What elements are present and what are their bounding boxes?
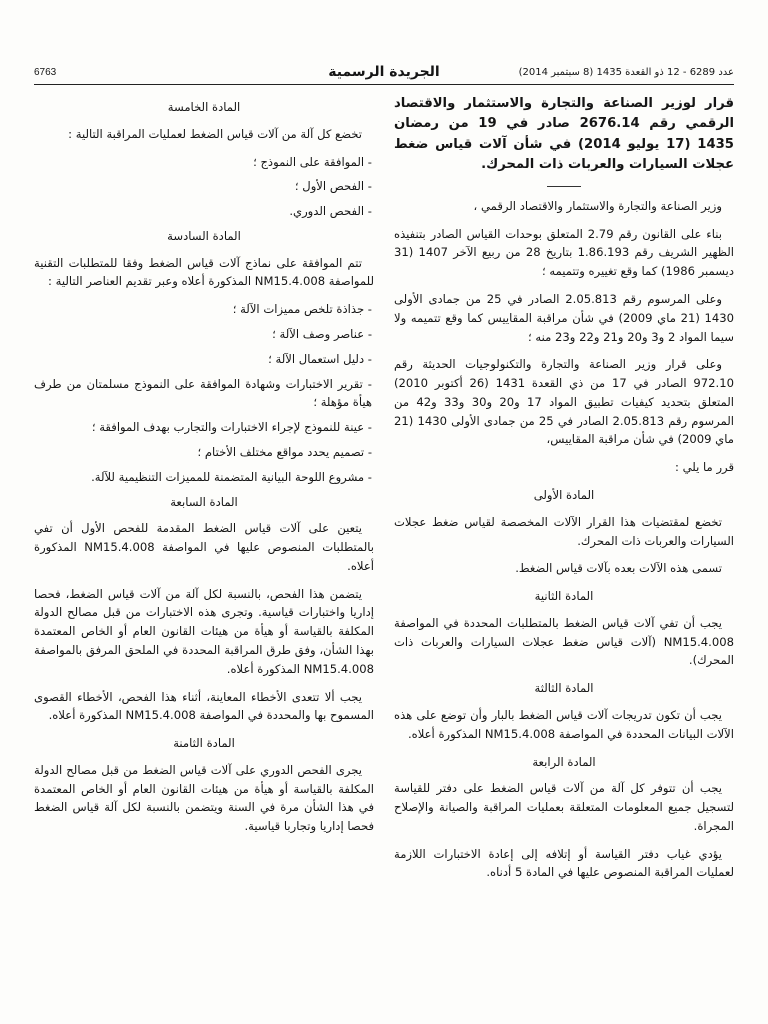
- article-4-paragraph: يؤدي غياب دفتر القياسة أو إتلافه إلى إعادة الاختبارات اللازمة لعمليات المراقبة المنصوص عليها في المادة 5 أدناه.: [394, 846, 734, 880]
- separator-line: [547, 186, 581, 187]
- minister-line: وزير الصناعة والتجارة والاستثمار والاقتصاد الرقمي ،: [473, 198, 722, 213]
- list-item: - عناصر وصف الآلة ؛: [272, 327, 372, 342]
- article-6-paragraph: تتم الموافقة على نماذج آلات قياس الضغط وفقا للمتطلبات التقنية للمواصفة NM15.4.008 المذكورة أعلاه وعبر تقديم العناصر التالية :: [34, 255, 374, 289]
- article-1-paragraph: تخضع لمقتضيات هذا القرار الآلات المخصصة لقياس ضغط عجلات السيارات والعربات ذات المحرك.: [394, 514, 734, 548]
- article-7-paragraph: يتضمن هذا الفحص، بالنسبة لكل آلة من آلات قياس الضغط، فحصا إداريا واختبارات قياسية. وتجرى هذه الاختبارات من قبل مصالح الدولة المكلفة بالقياسة أو هيأة من هيئات القانون العام أو الخاص المعتمدة بهذا الشأن، وفق طرق المراقبة المحددة في الملحق المرفق بالمواصفة NM15.4.008 المذكورة أعلاه.: [34, 586, 374, 676]
- left-column: [34, 94, 374, 845]
- list-item: - الفحص الأول ؛: [294, 179, 372, 194]
- article-6-title: المادة السادسة: [167, 228, 241, 243]
- article-1-paragraph: تسمى هذه الآلات بعده بآلات قياس الضغط.: [515, 561, 722, 576]
- article-4-title: المادة الرابعة: [532, 754, 596, 769]
- decides-line: قرر ما يلي :: [675, 460, 734, 475]
- article-7-title: المادة السابعة: [170, 494, 238, 509]
- list-item: - مشروع اللوحة البيانية المتضمنة للمميزات التنظيمية للآلة.: [91, 469, 372, 484]
- article-8-title: المادة الثامنة: [173, 736, 235, 751]
- preamble-order: وعلى قرار وزير الصناعة والتجارة والتكنولوجيات الحديثة رقم 972.10 الصادر في 17 من ذي القعدة 1431 (26 أكتوبر 2010) المتعلق بتحديد كيفيات تطبيق المواد 17 و20 و30 و33 و42 من المرسوم رقم 2.05.813 الصادر في 25 من جمادى الأولى 1430 (21 ماي 2009) في شأن مراقبة المقاييس،: [394, 357, 734, 447]
- list-item: - تصميم يحدد مواقع مختلف الأختام ؛: [197, 444, 372, 459]
- right-column: [394, 94, 734, 891]
- article-3-title: المادة الثالثة: [534, 681, 594, 696]
- article-5-paragraph: تخضع كل آلة من آلات قياس الضغط لعمليات المراقبة التالية :: [68, 126, 362, 141]
- list-item: - جذاذة تلخص مميزات الآلة ؛: [232, 302, 372, 317]
- article-7-paragraph: يجب ألا تتعدى الأخطاء المعاينة، أثناء هذا الفحص، الأخطاء القصوى المسموح بها والمحددة في المواصفة NM15.4.008 المذكورة أعلاه.: [34, 689, 374, 723]
- article-3-paragraph: يجب أن تكون تدريجات آلات قياس الضغط بالبار وأن توضع على هذه الآلات البيانات المحددة في المواصفة NM15.4.008 المذكورة أعلاه.: [394, 708, 734, 741]
- article-2-paragraph: يجب أن تفي آلات قياس الضغط بالمتطلبات المحددة في المواصفة NM15.4.008 (آلات قياس ضغط عجلات السيارات والعربات ذات المحرك).: [394, 615, 734, 668]
- article-2-title: المادة الثانية: [534, 589, 594, 604]
- list-item: - الموافقة على النموذج ؛: [253, 154, 372, 169]
- article-7-paragraph: يتعين على آلات قياس الضغط المقدمة للفحص الأول أن تفي بالمتطلبات المنصوص عليها في المواصفة NM15.4.008 المذكورة أعلاه.: [34, 521, 374, 573]
- preamble-law: بناء على القانون رقم 2.79 المتعلق بوحدات القياس الصادر بتنفيذه الظهير الشريف رقم 1.86.193 بتاريخ 28 من ربيع الآخر 1407 (31 ديسمبر 1986) كما وقع تغييره وتتميمه ؛: [394, 226, 735, 279]
- list-item: - الفحص الدوري.: [289, 204, 372, 219]
- article-4-paragraph: يجب أن تتوفر كل آلة من آلات قياس الضغط على دفتر للقياسة لتسجيل جميع المعلومات المتعلقة بعمليات المراقبة والصيانة والإصلاح المجراة.: [394, 781, 734, 833]
- page-header: [34, 64, 734, 85]
- preamble-decree: وعلى المرسوم رقم 2.05.813 الصادر في 25 من جمادى الأولى 1430 (21 ماي 2009) في شأن مراقبة المقاييس كما وقع تتميمه ولا سيما المواد 2 و3 و20 و21 و22 و23 منه ؛: [394, 291, 734, 344]
- article-5-title: المادة الخامسة: [167, 100, 241, 114]
- issue-info: عدد 6289 - 12 ذو القعدة 1435 (8 سبتمبر 2014): [518, 67, 734, 78]
- list-item: - تقرير الاختبارات وشهادة الموافقة على النموذج مسلمتان من طرف هيأة مؤهلة ؛: [34, 376, 372, 410]
- article-1-title: المادة الأولى: [533, 487, 595, 502]
- page-number: 6763: [34, 67, 57, 78]
- gazette-title: الجريدة الرسمية: [328, 64, 440, 80]
- article-8-paragraph: يجرى الفحص الدوري على آلات قياس الضغط من قبل مصالح الدولة المكلفة بالقياسة أو هيأة من هيئات القانون العام أو الخاص المعتمدة في هذا الشأن مرة في السنة ويتضمن بالنسبة لكل آلة قياس الضغط فحصا إداريا وتجاربا قياسية.: [34, 762, 374, 834]
- list-item: - عينة للنموذج لإجراء الاختبارات والتجارب بهدف الموافقة ؛: [91, 420, 372, 435]
- list-item: - دليل استعمال الآلة ؛: [268, 351, 372, 366]
- decree-title: قرار لوزير الصناعة والتجارة والاستثمار والاقتصاد الرقمي رقم 2676.14 صادر في 19 من رمضان 1435 (17 يوليو 2014) في شأن آلات قياس ضغط عجلات السيارات والعربات ذات المحرك.: [394, 96, 734, 173]
